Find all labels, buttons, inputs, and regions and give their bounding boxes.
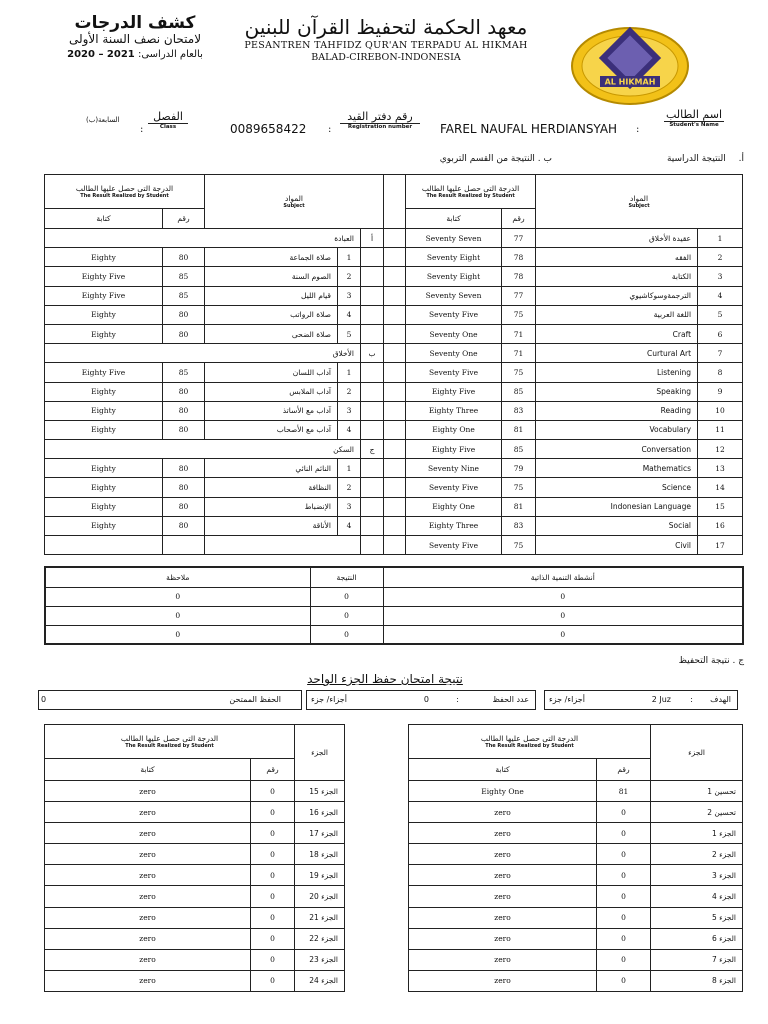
group-letter: أ bbox=[361, 229, 384, 248]
group-title: الأخلاق bbox=[45, 344, 361, 363]
group-letter: ب bbox=[361, 344, 384, 363]
juz-name: الجزء 24 bbox=[295, 970, 345, 991]
juz-row bbox=[45, 781, 345, 802]
academic-no: 6 bbox=[698, 324, 743, 343]
education-words: Eighty bbox=[45, 305, 163, 324]
academic-number: 77 bbox=[502, 229, 536, 248]
academic-no: 1 bbox=[698, 229, 743, 248]
academic-words: Eighty Five bbox=[406, 440, 502, 459]
juz-number: 0 bbox=[251, 970, 295, 991]
activities-table bbox=[44, 566, 744, 645]
target-box: الهدف : 2 Juz أجزاء/ جزء bbox=[544, 690, 738, 710]
juz-row bbox=[409, 865, 743, 886]
education-words: Eighty Five bbox=[45, 363, 163, 382]
education-subject: صلاة الجماعة bbox=[205, 248, 338, 267]
juz-words: zero bbox=[409, 907, 597, 928]
academic-number: 75 bbox=[502, 478, 536, 497]
table-row bbox=[45, 382, 743, 401]
education-words: Eighty bbox=[45, 248, 163, 267]
education-no: 4 bbox=[338, 305, 361, 324]
academic-subject: Civil bbox=[536, 536, 698, 555]
registration-colon: : bbox=[328, 124, 332, 135]
activity-note: 0 bbox=[45, 606, 310, 625]
juz-header-right: الجزء bbox=[651, 725, 743, 781]
juz-name: الجزء 6 bbox=[651, 928, 743, 949]
education-subject: النائم النائي bbox=[205, 459, 338, 478]
education-words: Eighty bbox=[45, 497, 163, 516]
academic-subject: الكتابة bbox=[536, 267, 698, 286]
juz-words: zero bbox=[45, 844, 251, 865]
juz-name: الجزء 3 bbox=[651, 865, 743, 886]
juz-number: 0 bbox=[597, 802, 651, 823]
results-table bbox=[44, 174, 743, 555]
academic-words: Seventy Five bbox=[406, 305, 502, 324]
tahfidz-right-table: الدرجة التى حصل عليها الطالب The Result Realized by Student الجزء كتابة رقم Eighty One 81 تحسين 1 zero 0 تحسين 2 zero 0 الجزء 1 zero 0 الجزء 2 zero 0 الجزء 3 zero 0 الجزء 4 zero 0 الجزء 5 zero 0 الجزء 6 zero 0 الجزء 7 zero 0 الجزء 8 bbox=[408, 724, 743, 992]
academic-subject: الترجمةوسوكاشيوي bbox=[536, 286, 698, 305]
registration-label: رقم دفتر القيد Registration number bbox=[340, 110, 420, 130]
academic-words: Eighty Three bbox=[406, 401, 502, 420]
education-number: 80 bbox=[163, 324, 205, 343]
class-colon: : bbox=[140, 124, 144, 135]
academic-number: 81 bbox=[502, 420, 536, 439]
academic-number: 71 bbox=[502, 324, 536, 343]
education-no: 3 bbox=[338, 401, 361, 420]
academic-subject: Reading bbox=[536, 401, 698, 420]
activity-row bbox=[45, 587, 743, 606]
tahfidz-title: نتيجة امتحان حفظ الجزء الواحد bbox=[307, 672, 463, 686]
class-label: الفصل Class bbox=[148, 110, 188, 130]
academic-words: Seventy Five bbox=[406, 363, 502, 382]
section-a-label: أ. النتيجة الدراسية bbox=[666, 154, 744, 164]
class-value: السابعة(ب) bbox=[86, 116, 120, 124]
academic-words: Seventy Nine bbox=[406, 459, 502, 478]
activity-result-header: النتيجة bbox=[310, 567, 383, 587]
academic-no: 8 bbox=[698, 363, 743, 382]
activity-name: 0 bbox=[383, 625, 743, 644]
juz-words: zero bbox=[409, 949, 597, 970]
juz-row bbox=[45, 907, 345, 928]
activity-name: 0 bbox=[383, 587, 743, 606]
education-number: 80 bbox=[163, 382, 205, 401]
academic-words: Eighty One bbox=[406, 420, 502, 439]
juz-words: zero bbox=[45, 949, 251, 970]
education-subject: الأناقة bbox=[205, 516, 338, 535]
juz-header-left: الجزء bbox=[295, 725, 345, 781]
education-number: 80 bbox=[163, 497, 205, 516]
exam-title: لامتحان نصف السنة الأولى bbox=[68, 32, 202, 46]
juz-row bbox=[45, 949, 345, 970]
academic-subject: Listening bbox=[536, 363, 698, 382]
education-words: Eighty bbox=[45, 420, 163, 439]
juz-number: 0 bbox=[251, 781, 295, 802]
juz-words: zero bbox=[45, 865, 251, 886]
juz-row bbox=[409, 823, 743, 844]
juz-name: الجزء 21 bbox=[295, 907, 345, 928]
table-row bbox=[45, 305, 743, 324]
juz-words: zero bbox=[409, 865, 597, 886]
activity-note: 0 bbox=[45, 625, 310, 644]
academic-subject-header: المواد Subject bbox=[536, 175, 743, 229]
juz-name: الجزء 20 bbox=[295, 886, 345, 907]
education-result-header: الدرجة التى حصل عليها الطالب The Result Realized by Student bbox=[45, 175, 205, 209]
academic-words: Seventy Eight bbox=[406, 248, 502, 267]
juz-words: zero bbox=[45, 907, 251, 928]
academic-subject: Curtural Art bbox=[536, 344, 698, 363]
juz-row bbox=[45, 886, 345, 907]
academic-no: 14 bbox=[698, 478, 743, 497]
academic-words: Eighty One bbox=[406, 497, 502, 516]
activity-name: 0 bbox=[383, 606, 743, 625]
juz-name: الجزء 8 bbox=[651, 970, 743, 991]
academic-words: Seventy Five bbox=[406, 478, 502, 497]
academic-subject: Vocabulary bbox=[536, 420, 698, 439]
education-number: 80 bbox=[163, 248, 205, 267]
education-no: 1 bbox=[338, 459, 361, 478]
juz-name: الجزء 17 bbox=[295, 823, 345, 844]
education-words: Eighty bbox=[45, 516, 163, 535]
academic-number: 83 bbox=[502, 401, 536, 420]
education-no: 4 bbox=[338, 420, 361, 439]
juz-number: 0 bbox=[251, 844, 295, 865]
juz-name: الجزء 7 bbox=[651, 949, 743, 970]
section-b-label: ب . النتيجة من القسم التربوي bbox=[439, 154, 552, 164]
academic-number: 81 bbox=[502, 497, 536, 516]
juz-number: 81 bbox=[597, 781, 651, 802]
juz-words: zero bbox=[409, 844, 597, 865]
education-words: Eighty bbox=[45, 401, 163, 420]
academic-number: 71 bbox=[502, 344, 536, 363]
juz-words: zero bbox=[45, 928, 251, 949]
academic-subject: Mathematics bbox=[536, 459, 698, 478]
education-subject: الإنضباط bbox=[205, 497, 338, 516]
education-number: 80 bbox=[163, 401, 205, 420]
table-row bbox=[45, 516, 743, 535]
institute-name-arabic: معهد الحكمة لتحفيظ القرآن للبنين bbox=[244, 15, 528, 39]
juz-words: zero bbox=[409, 970, 597, 991]
academic-number: 75 bbox=[502, 536, 536, 555]
academic-subject: عقيدة الأخلاق bbox=[536, 229, 698, 248]
academic-no: 2 bbox=[698, 248, 743, 267]
institute-name-latin: PESANTREN TAHFIDZ QUR'AN TERPADU AL HIKMAH bbox=[244, 40, 528, 51]
juz-words: zero bbox=[45, 886, 251, 907]
juz-row bbox=[409, 844, 743, 865]
student-name-colon: : bbox=[636, 124, 640, 135]
academic-subject: Science bbox=[536, 478, 698, 497]
education-subject: الصوم السنة bbox=[205, 267, 338, 286]
academic-words: Seventy Seven bbox=[406, 229, 502, 248]
juz-row bbox=[409, 970, 743, 991]
academic-number: 78 bbox=[502, 267, 536, 286]
juz-number: 0 bbox=[597, 865, 651, 886]
table-row bbox=[45, 363, 743, 382]
table-row bbox=[45, 440, 743, 459]
academic-subject: Indonesian Language bbox=[536, 497, 698, 516]
table-row bbox=[45, 267, 743, 286]
academic-no: 10 bbox=[698, 401, 743, 420]
juz-name: الجزء 23 bbox=[295, 949, 345, 970]
academic-no: 12 bbox=[698, 440, 743, 459]
registration-number: 0089658422 bbox=[230, 122, 307, 136]
juz-row bbox=[45, 844, 345, 865]
education-number: 80 bbox=[163, 516, 205, 535]
table-row bbox=[45, 344, 743, 363]
table-row bbox=[45, 401, 743, 420]
juz-number: 0 bbox=[597, 970, 651, 991]
juz-name: تحسين 1 bbox=[651, 781, 743, 802]
tahfidz-left-table: الدرجة التى حصل عليها الطالب The Result Realized by Student الجزء كتابة رقم zero 0 الجزء 15 zero 0 الجزء 16 zero 0 الجزء 17 zero 0 الجزء 18 zero 0 الجزء 19 zero 0 الجزء 20 zero 0 الجزء 21 zero 0 الجزء 22 zero 0 الجزء 23 zero 0 الجزء 24 bbox=[44, 724, 345, 992]
academic-words: Seventy One bbox=[406, 344, 502, 363]
juz-words: zero bbox=[45, 823, 251, 844]
academic-no: 3 bbox=[698, 267, 743, 286]
education-words-header: كتابة bbox=[45, 209, 163, 229]
table-row bbox=[45, 536, 743, 555]
education-words: Eighty bbox=[45, 324, 163, 343]
year-label: بالعام الدراسى bbox=[141, 49, 203, 60]
activity-result: 0 bbox=[310, 606, 383, 625]
education-subject-header: المواد Subject bbox=[205, 175, 384, 229]
institute-location: BALAD-CIREBON-INDONESIA bbox=[311, 52, 461, 63]
academic-words-header: كتابة bbox=[406, 209, 502, 229]
juz-words: zero bbox=[45, 781, 251, 802]
activity-header: أنشطة التنمية الذاتية bbox=[383, 567, 743, 587]
juz-name: الجزء 16 bbox=[295, 802, 345, 823]
section-c-label: ج . نتيجة التحفيظ bbox=[678, 656, 744, 666]
activity-result: 0 bbox=[310, 625, 383, 644]
academic-no: 11 bbox=[698, 420, 743, 439]
memorized-box: عدد الحفظ : 0 أجزاء/ جزء bbox=[306, 690, 536, 710]
table-row bbox=[45, 459, 743, 478]
juz-name: الجزء 1 bbox=[651, 823, 743, 844]
academic-number: 83 bbox=[502, 516, 536, 535]
activity-note: 0 bbox=[45, 587, 310, 606]
juz-words: zero bbox=[409, 886, 597, 907]
juz-name: الجزء 4 bbox=[651, 886, 743, 907]
education-number: 85 bbox=[163, 286, 205, 305]
juz-name: تحسين 2 bbox=[651, 802, 743, 823]
year-value: 2020 – 2021 bbox=[67, 49, 135, 60]
academic-subject: Speaking bbox=[536, 382, 698, 401]
academic-no: 4 bbox=[698, 286, 743, 305]
juz-row bbox=[409, 928, 743, 949]
academic-words: Seventy One bbox=[406, 324, 502, 343]
juz-number: 0 bbox=[597, 886, 651, 907]
al-hikmah-logo bbox=[570, 26, 690, 106]
academic-no: 5 bbox=[698, 305, 743, 324]
education-words: Eighty bbox=[45, 459, 163, 478]
table-row bbox=[45, 420, 743, 439]
education-words: Eighty bbox=[45, 382, 163, 401]
academic-words: Seventy Five bbox=[406, 536, 502, 555]
education-subject: آداب مع الأصحاب bbox=[205, 420, 338, 439]
juz-words: zero bbox=[409, 928, 597, 949]
juz-name: الجزء 2 bbox=[651, 844, 743, 865]
academic-words: Seventy Seven bbox=[406, 286, 502, 305]
juz-number: 0 bbox=[251, 928, 295, 949]
education-no: 2 bbox=[338, 478, 361, 497]
education-number: 80 bbox=[163, 305, 205, 324]
juz-number: 0 bbox=[251, 907, 295, 928]
academic-number-header: رقم bbox=[502, 209, 536, 229]
table-row bbox=[45, 248, 743, 267]
academic-words: Eighty Five bbox=[406, 382, 502, 401]
academic-number: 77 bbox=[502, 286, 536, 305]
academic-subject: اللغة العربية bbox=[536, 305, 698, 324]
activity-row bbox=[45, 606, 743, 625]
table-row bbox=[45, 478, 743, 497]
academic-no: 9 bbox=[698, 382, 743, 401]
juz-words: zero bbox=[409, 802, 597, 823]
academic-subject: Social bbox=[536, 516, 698, 535]
education-number: 80 bbox=[163, 420, 205, 439]
academic-words: Eighty Three bbox=[406, 516, 502, 535]
education-subject: قيام الليل bbox=[205, 286, 338, 305]
juz-name: الجزء 18 bbox=[295, 844, 345, 865]
academic-no: 13 bbox=[698, 459, 743, 478]
report-title: كشف الدرجات bbox=[74, 13, 196, 33]
academic-number: 85 bbox=[502, 440, 536, 459]
academic-no: 15 bbox=[698, 497, 743, 516]
education-subject: آداب الملابس bbox=[205, 382, 338, 401]
juz-name: الجزء 19 bbox=[295, 865, 345, 886]
education-words: Eighty bbox=[45, 478, 163, 497]
juz-row bbox=[409, 886, 743, 907]
academic-subject: Conversation bbox=[536, 440, 698, 459]
academic-result-header: الدرجة التى حصل عليها الطالب The Result Realized by Student bbox=[406, 175, 536, 209]
juz-row bbox=[409, 949, 743, 970]
education-subject: آداب مع الأساتذ bbox=[205, 401, 338, 420]
education-number: 85 bbox=[163, 363, 205, 382]
academic-subject: Craft bbox=[536, 324, 698, 343]
education-no: 4 bbox=[338, 516, 361, 535]
juz-row bbox=[45, 970, 345, 991]
academic-no: 7 bbox=[698, 344, 743, 363]
table-row bbox=[45, 324, 743, 343]
juz-row bbox=[45, 928, 345, 949]
tested-box: الحفظ الممتحن 0 bbox=[38, 690, 302, 710]
academic-number: 85 bbox=[502, 382, 536, 401]
juz-number: 0 bbox=[251, 865, 295, 886]
education-no: 5 bbox=[338, 324, 361, 343]
education-number-header: رقم bbox=[163, 209, 205, 229]
student-name: FAREL NAUFAL HERDIANSYAH bbox=[440, 122, 618, 136]
education-number: 80 bbox=[163, 459, 205, 478]
juz-row bbox=[45, 865, 345, 886]
juz-row bbox=[45, 802, 345, 823]
education-subject: صلاة الرواتب bbox=[205, 305, 338, 324]
academic-no: 17 bbox=[698, 536, 743, 555]
activity-row bbox=[45, 625, 743, 644]
academic-words: Seventy Eight bbox=[406, 267, 502, 286]
academic-no: 16 bbox=[698, 516, 743, 535]
juz-name: الجزء 15 bbox=[295, 781, 345, 802]
juz-words: Eighty One bbox=[409, 781, 597, 802]
activity-result: 0 bbox=[310, 587, 383, 606]
juz-number: 0 bbox=[597, 907, 651, 928]
juz-row bbox=[409, 802, 743, 823]
juz-number: 0 bbox=[597, 949, 651, 970]
education-number: 80 bbox=[163, 478, 205, 497]
academic-number: 75 bbox=[502, 363, 536, 382]
group-letter: ج bbox=[361, 440, 384, 459]
juz-number: 0 bbox=[251, 802, 295, 823]
juz-number: 0 bbox=[251, 823, 295, 844]
juz-number: 0 bbox=[251, 949, 295, 970]
education-no: 1 bbox=[338, 363, 361, 382]
juz-row bbox=[45, 823, 345, 844]
education-no: 1 bbox=[338, 248, 361, 267]
juz-words: zero bbox=[409, 823, 597, 844]
education-words: Eighty Five bbox=[45, 267, 163, 286]
education-subject: النظافة bbox=[205, 478, 338, 497]
note-header: ملاحظة bbox=[45, 567, 310, 587]
education-words: Eighty Five bbox=[45, 286, 163, 305]
juz-row bbox=[409, 907, 743, 928]
juz-number: 0 bbox=[597, 823, 651, 844]
education-no: 3 bbox=[338, 497, 361, 516]
table-row bbox=[45, 286, 743, 305]
logo-text: AL HIKMAH bbox=[604, 77, 656, 87]
education-subject: آداب اللسان bbox=[205, 363, 338, 382]
academic-subject: الفقه bbox=[536, 248, 698, 267]
academic-number: 78 bbox=[502, 248, 536, 267]
education-no: 2 bbox=[338, 382, 361, 401]
education-no: 3 bbox=[338, 286, 361, 305]
juz-row bbox=[409, 781, 743, 802]
academic-number: 79 bbox=[502, 459, 536, 478]
student-name-label: اسم الطالب Student's Name bbox=[665, 108, 723, 128]
juz-name: الجزء 22 bbox=[295, 928, 345, 949]
education-number: 85 bbox=[163, 267, 205, 286]
education-subject: صلاة الضحى bbox=[205, 324, 338, 343]
table-row bbox=[45, 229, 743, 248]
juz-words: zero bbox=[45, 802, 251, 823]
juz-words: zero bbox=[45, 970, 251, 991]
group-title: العبادة bbox=[45, 229, 361, 248]
table-row bbox=[45, 497, 743, 516]
juz-number: 0 bbox=[251, 886, 295, 907]
juz-number: 0 bbox=[597, 928, 651, 949]
education-no: 2 bbox=[338, 267, 361, 286]
academic-number: 75 bbox=[502, 305, 536, 324]
group-title: السكن bbox=[45, 440, 361, 459]
juz-name: الجزء 5 bbox=[651, 907, 743, 928]
juz-number: 0 bbox=[597, 844, 651, 865]
